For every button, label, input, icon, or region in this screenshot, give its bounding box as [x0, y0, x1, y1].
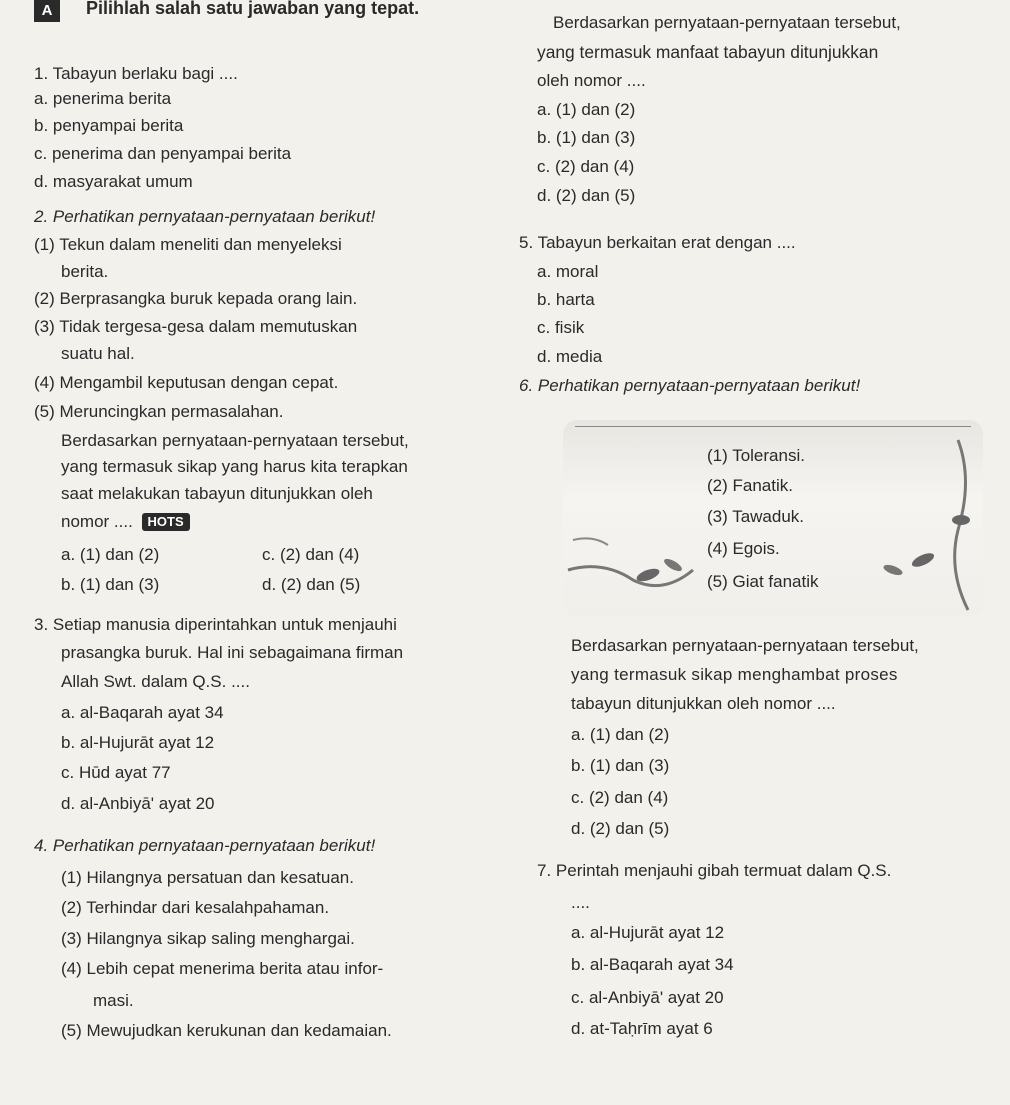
section-title: Pilihlah salah satu jawaban yang tepat. — [86, 0, 420, 18]
q6-statement-2: (2) Fanatik. — [707, 476, 793, 495]
q3-question-line-3: Allah Swt. dalam Q.S. .... — [61, 672, 250, 691]
q4-question: 4. Perhatikan pernyataan-pernyataan berikut! — [34, 836, 376, 855]
q6-statement-5: (5) Giat fanatik — [707, 572, 819, 591]
q4-statement-4: (4) Lebih cepat menerima berita atau infor- — [61, 959, 384, 978]
q5-option-d[interactable]: d. media — [537, 347, 603, 366]
q6-option-b[interactable]: b. (1) dan (3) — [571, 756, 670, 775]
q7-option-b[interactable]: b. al-Baqarah ayat 34 — [571, 955, 734, 974]
section-badge: A — [34, 0, 60, 22]
q6-statement-3: (3) Tawaduk. — [707, 507, 805, 526]
q3-question-line-1: 3. Setiap manusia diperintahkan untuk menjauhi — [34, 615, 397, 634]
q6-prompt-1: Berdasarkan pernyataan-pernyataan tersebut, — [571, 636, 919, 655]
q1-option-a[interactable]: a. penerima berita — [34, 89, 172, 108]
q2-prompt-1: Berdasarkan pernyataan-pernyataan tersebut, — [61, 431, 409, 450]
q6-option-c[interactable]: c. (2) dan (4) — [571, 788, 669, 807]
q5-option-b[interactable]: b. harta — [537, 290, 595, 309]
q1-option-c[interactable]: c. penerima dan penyampai berita — [34, 144, 292, 163]
q2-option-b[interactable]: b. (1) dan (3) — [61, 575, 160, 594]
q7-option-d[interactable]: d. at-Taḥrīm ayat 6 — [571, 1019, 713, 1038]
q1-question: 1. Tabayun berlaku bagi .... — [34, 64, 238, 83]
q5-question: 5. Tabayun berkaitan erat dengan .... — [519, 233, 796, 252]
q2-statement-3: (3) Tidak tergesa-gesa dalam memutuskan — [34, 317, 358, 336]
q4-option-d[interactable]: d. (2) dan (5) — [537, 186, 636, 205]
q7-question-line-2: .... — [571, 893, 590, 912]
q4-option-a[interactable]: a. (1) dan (2) — [537, 100, 636, 119]
q2-statement-3-cont: suatu hal. — [61, 344, 135, 363]
q7-option-c[interactable]: c. al-Anbiyā' ayat 20 — [571, 988, 724, 1007]
q2-prompt-3: saat melakukan tabayun ditunjukkan oleh — [61, 484, 373, 503]
hots-badge: HOTS — [142, 513, 190, 531]
q2-statement-2: (2) Berprasangka buruk kepada orang lain. — [34, 289, 358, 308]
q3-question-line-2: prasangka buruk. Hal ini sebagaimana firman — [61, 643, 404, 662]
q3-option-c[interactable]: c. Hūd ayat 77 — [61, 763, 171, 782]
q1-option-b[interactable]: b. penyampai berita — [34, 116, 184, 135]
q2-question: 2. Perhatikan pernyataan-pernyataan berikut! — [34, 207, 376, 226]
q2-option-c[interactable]: c. (2) dan (4) — [262, 545, 360, 564]
q6-statement-1: (1) Toleransi. — [707, 446, 805, 465]
q2-statement-1-cont: berita. — [61, 262, 109, 281]
q4-prompt-1: Berdasarkan pernyataan-pernyataan tersebut, — [553, 13, 901, 32]
q2-prompt-4 — [61, 512, 190, 532]
q2-option-a[interactable]: a. (1) dan (2) — [61, 545, 160, 564]
q2-statement-4: (4) Mengambil keputusan dengan cepat. — [34, 373, 339, 392]
q2-prompt-2: yang termasuk sikap yang harus kita terapkan — [61, 457, 408, 476]
q4-statement-5: (5) Mewujudkan kerukunan dan kedamaian. — [61, 1021, 392, 1040]
q4-statement-2: (2) Terhindar dari kesalahpahaman. — [61, 898, 330, 917]
q6-option-d[interactable]: d. (2) dan (5) — [571, 819, 670, 838]
q5-option-c[interactable]: c. fisik — [537, 318, 585, 337]
q3-option-b[interactable]: b. al-Hujurāt ayat 12 — [61, 733, 215, 752]
q2-prompt-4-text: nomor .... — [61, 512, 133, 531]
q4-option-c[interactable]: c. (2) dan (4) — [537, 157, 635, 176]
q2-option-d[interactable]: d. (2) dan (5) — [262, 575, 361, 594]
q6-prompt-3: tabayun ditunjukkan oleh nomor .... — [571, 694, 836, 713]
q4-statement-3: (3) Hilangnya sikap saling menghargai. — [61, 929, 355, 948]
q7-option-a[interactable]: a. al-Hujurāt ayat 12 — [571, 923, 725, 942]
q4-statement-4-cont: masi. — [93, 991, 134, 1010]
q3-option-d[interactable]: d. al-Anbiyā' ayat 20 — [61, 794, 215, 813]
q1-option-d[interactable]: d. masyarakat umum — [34, 172, 193, 191]
q2-statement-1: (1) Tekun dalam meneliti dan menyeleksi — [34, 235, 342, 254]
q4-prompt-3: oleh nomor .... — [537, 71, 646, 90]
q6-prompt-2: yang termasuk sikap menghambat proses — [571, 665, 898, 684]
q6-question: 6. Perhatikan pernyataan-pernyataan berikut! — [519, 376, 861, 395]
q4-statement-1: (1) Hilangnya persatuan dan kesatuan. — [61, 868, 354, 887]
q7-question-line-1: 7. Perintah menjauhi gibah termuat dalam Q.S. — [537, 861, 892, 880]
q4-prompt-2: yang termasuk manfaat tabayun ditunjukkan — [537, 42, 879, 62]
q2-statement-5: (5) Meruncingkan permasalahan. — [34, 402, 284, 421]
q6-option-a[interactable]: a. (1) dan (2) — [571, 725, 670, 744]
q3-option-a[interactable]: a. al-Baqarah ayat 34 — [61, 703, 224, 722]
q5-option-a[interactable]: a. moral — [537, 262, 599, 281]
q6-statement-4: (4) Egois. — [707, 539, 780, 558]
q4-option-b[interactable]: b. (1) dan (3) — [537, 128, 636, 147]
